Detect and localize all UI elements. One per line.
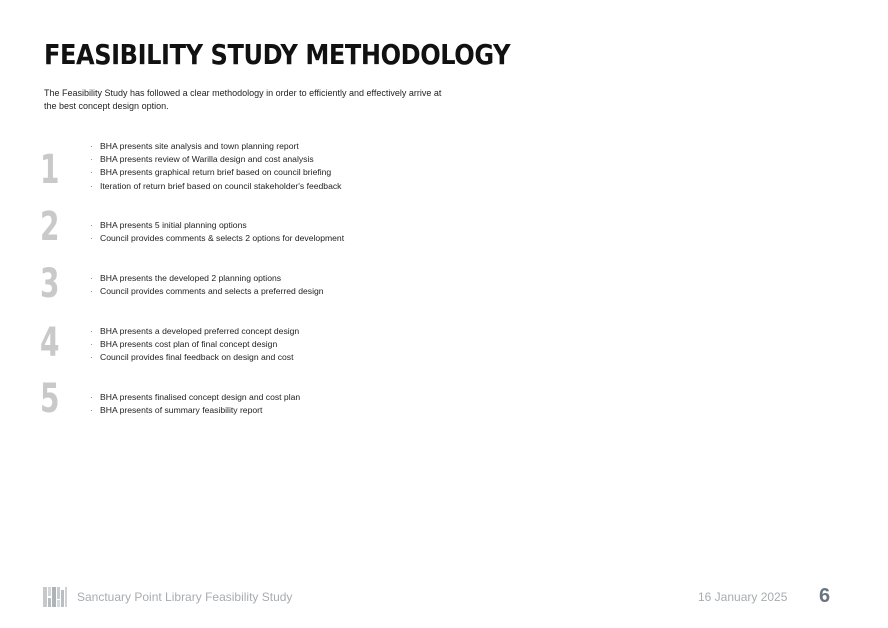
- step-number: 3: [40, 261, 60, 307]
- step-items: [90, 219, 344, 245]
- list-item: · Council provides final feedback on design and cost: [90, 351, 299, 364]
- step-number: 2: [40, 204, 60, 250]
- list-item: · BHA presents cost plan of final concept design: [90, 338, 299, 351]
- list-item: · BHA presents site analysis and town planning report: [90, 140, 341, 153]
- list-item: · BHA presents the developed 2 planning options: [90, 272, 324, 285]
- list-item: · Iteration of return brief based on council stakeholder's feedback: [90, 180, 341, 193]
- step-number: 4: [40, 320, 60, 366]
- bha-logo-icon: [43, 587, 67, 607]
- footer-date: 16 January 2025: [698, 590, 788, 604]
- list-item: · BHA presents finalised concept design and cost plan: [90, 391, 300, 404]
- list-item: · BHA presents a developed preferred concept design: [90, 325, 299, 338]
- page-number: 6: [819, 585, 831, 607]
- step-items: [90, 140, 341, 193]
- intro-paragraph: The Feasibility Study has followed a clear methodology in order to efficiently and effectively arrive at the best concept design option.: [44, 88, 442, 111]
- list-item: · BHA presents 5 initial planning options: [90, 219, 344, 232]
- list-item: · BHA presents graphical return brief based on council briefing: [90, 166, 341, 179]
- list-item: · BHA presents review of Warilla design and cost analysis: [90, 153, 341, 166]
- page-title: FEASIBILITY STUDY METHODOLOGY: [44, 38, 511, 71]
- step-number: 5: [40, 376, 60, 422]
- list-item: · Council provides comments and selects a preferred design: [90, 285, 324, 298]
- footer-document-title: Sanctuary Point Library Feasibility Study: [77, 590, 293, 604]
- step-number: 1: [40, 147, 60, 193]
- list-item: · Council provides comments & selects 2 options for development: [90, 232, 344, 245]
- list-item: · BHA presents of summary feasibility report: [90, 404, 300, 417]
- step-items: [90, 391, 300, 417]
- step-items: [90, 325, 299, 365]
- step-items: [90, 272, 324, 298]
